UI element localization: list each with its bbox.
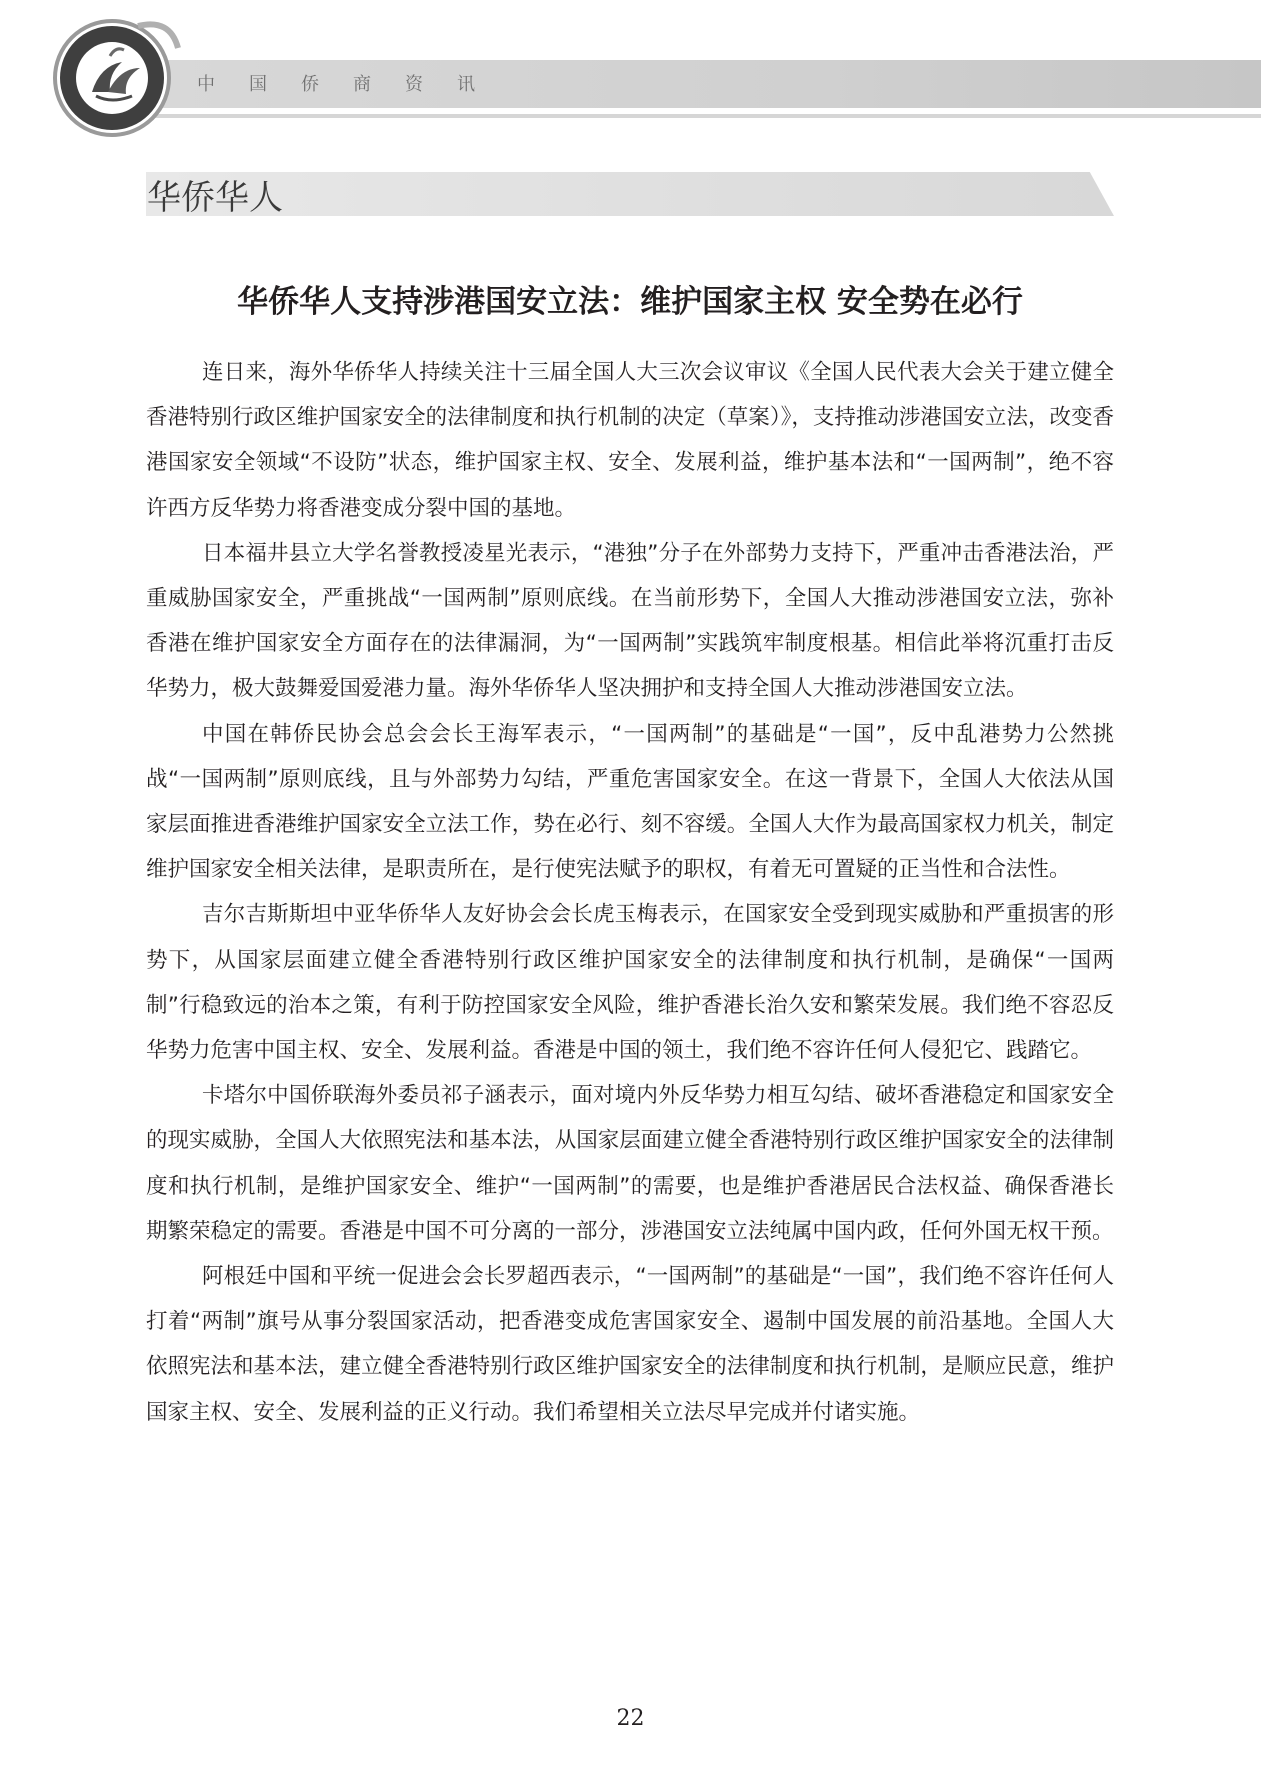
article-body [146, 350, 1114, 1435]
section-band [146, 172, 1114, 216]
paragraph: 日本福井县立大学名誉教授凌星光表示，“港独”分子在外部势力支持下，严重冲击香港法治，严重威胁国家安全，严重挑战“一国两制”原则底线。在当前形势下，全国人大推动涉港国安立法，弥补香港在维护国家安全方面存在的法律漏洞，为“一国两制”实践筑牢制度根基。相信此举将沉重打击反华势力，极大鼓舞爱国爱港力量。海外华侨华人坚决拥护和支持全国人大推动涉港国安立法。 [146, 540, 1114, 702]
paragraph: 中国在韩侨民协会总会会长王海军表示，“一国两制”的基础是“一国”，反中乱港势力公然挑战“一国两制”原则底线，且与外部势力勾结，严重危害国家安全。在这一背景下，全国人大依法从国家层面推进香港维护国家安全立法工作，势在必行、刻不容缓。全国人大作为最高国家权力机关，制定维护国家安全相关法律，是职责所在，是行使宪法赋予的职权，有着无可置疑的正当性和合法性。 [146, 721, 1114, 883]
page-number: 22 [616, 1706, 645, 1731]
header-divider [150, 114, 1261, 118]
article-title: 华侨华人支持涉港国安立法：维护国家主权 安全势在必行 [237, 284, 1023, 320]
paragraph: 吉尔吉斯斯坦中亚华侨华人友好协会会长虎玉梅表示，在国家安全受到现实威胁和严重损害的形势下，从国家层面建立健全香港特别行政区维护国家安全的法律制度和执行机制，是确保“一国两制”行稳致远的治本之策，有利于防控国家安全风险，维护香港长治久安和繁荣发展。我们绝不容忍反华势力危害中国主权、安全、发展利益。香港是中国的领土，我们绝不容许任何人侵犯它、践踏它。 [146, 902, 1114, 1064]
logo [52, 8, 182, 138]
section-title: 华侨华人 [147, 178, 283, 218]
paragraph: 卡塔尔中国侨联海外委员祁子涵表示，面对境内外反华势力相互勾结、破坏香港稳定和国家安全的现实威胁，全国人大依照宪法和基本法，从国家层面建立健全香港特别行政区维护国家安全的法律制度和执行机制，是维护国家安全、维护“一国两制”的需要，也是维护香港居民合法权益、确保香港长期繁荣稳定的需要。香港是中国不可分离的一部分，涉港国安立法纯属中国内政，任何外国无权干预。 [146, 1083, 1114, 1244]
publication-title: 中国侨商资讯 [197, 74, 509, 95]
paragraph: 连日来，海外华侨华人持续关注十三届全国人大三次会议审议《全国人民代表大会关于建立健全香港特别行政区维护国家安全的法律制度和执行机制的决定（草案）》，支持推动涉港国安立法，改变香港国家安全领域“不设防”状态，维护国家主权、安全、发展利益，维护基本法和“一国两制”，绝不容许西方反华势力将香港变成分裂中国的基地。 [146, 360, 1114, 521]
paragraph: 阿根廷中国和平统一促进会会长罗超西表示，“一国两制”的基础是“一国”，我们绝不容许任何人打着“两制”旗号从事分裂国家活动，把香港变成危害国家安全、遏制中国发展的前沿基地。全国人大依照宪法和基本法，建立健全香港特别行政区维护国家安全的法律制度和执行机制，是顺应民意，维护国家主权、安全、发展利益的正义行动。我们希望相关立法尽早完成并付诸实施。 [146, 1264, 1114, 1425]
